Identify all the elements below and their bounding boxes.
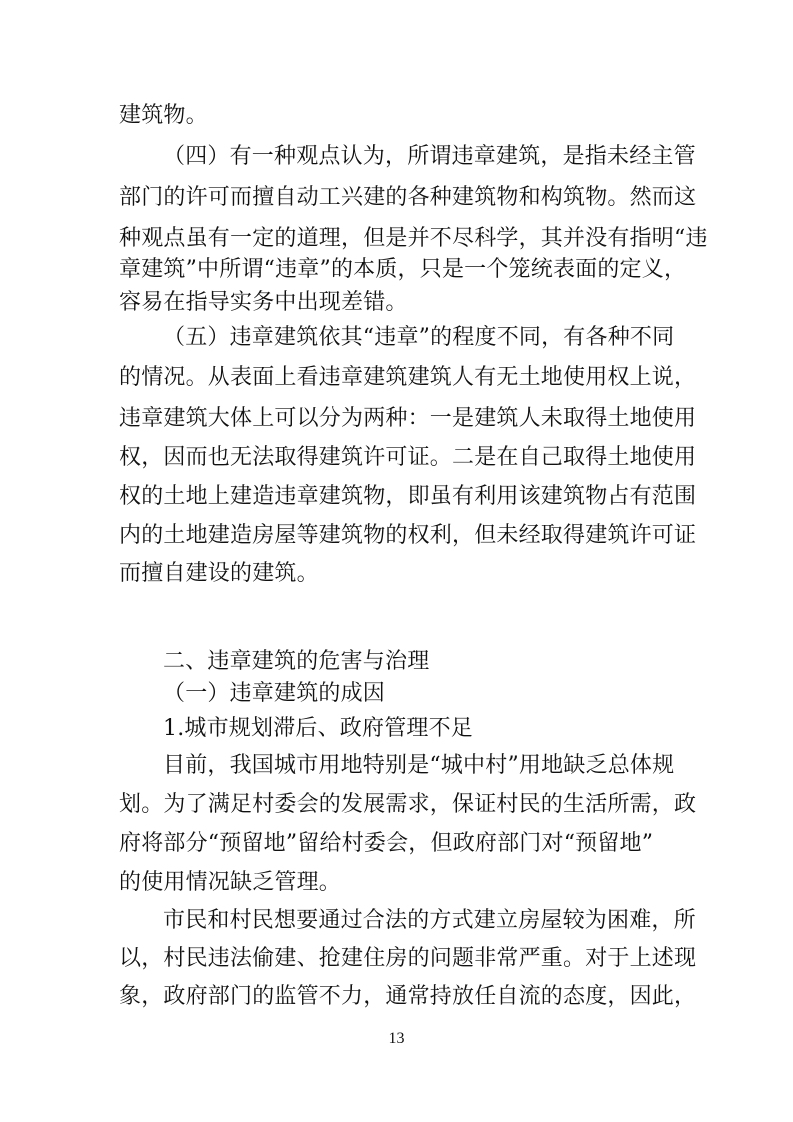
text-line-5: 章建筑”中所谓“违章”的本质，只是一个笼统表面的定义，: [119, 257, 687, 282]
text-line-20: 的使用情况缺乏管理。: [119, 870, 342, 895]
text-line-7: （五）违章建筑依其“违章”的程度不同，有各种不同: [163, 325, 675, 350]
section-heading: 二、违章建筑的危害与治理: [163, 649, 430, 674]
text-line-22: 以，村民违法偷建、抢建住房的问题非常严重。对于上述现: [119, 946, 697, 971]
subsection-heading: （一）违章建筑的成因: [163, 681, 386, 706]
page-number: 13: [388, 1030, 405, 1047]
text-line-12: 内的土地建造房屋等建筑物的权利，但未经取得建筑许可证: [119, 523, 697, 548]
text-line-17: 目前，我国城市用地特别是“城中村”用地缺乏总体规: [163, 753, 675, 778]
text-line-8: 的情况。从表面上看违章建筑建筑人有无土地使用权上说，: [119, 365, 697, 390]
text-line-3: 部门的许可而擅自动工兴建的各种建筑物和构筑物。然而这: [119, 185, 697, 210]
text-line-19: 府将部分“预留地”留给村委会，但政府部门对“预留地”: [119, 831, 654, 856]
text-line-4: 种观点虽有一定的道理，但是并不尽科学，其并没有指明“违: [119, 226, 708, 251]
text-line-18: 划。为了满足村委会的发展需求，保证村民的生活所需，政: [119, 792, 697, 817]
text-line-21: 市民和村民想要通过合法的方式建立房屋较为困难，所: [163, 908, 696, 933]
text-line-23: 象，政府部门的监管不力，通常持放任自流的态度，因此，: [119, 984, 697, 1009]
item-heading: 1.城市规划滞后、政府管理不足: [163, 716, 473, 741]
text-line-13: 而擅自建设的建筑。: [119, 561, 319, 586]
text-line-10: 权，因而也无法取得建筑许可证。二是在自己取得土地使用: [119, 445, 697, 470]
text-line-11: 权的土地上建造违章建筑物，即虽有利用该建筑物占有范围: [119, 484, 697, 509]
text-line-2: （四）有一种观点认为，所谓违章建筑，是指未经主管: [163, 144, 696, 169]
text-line-9: 违章建筑大体上可以分为两种：一是建筑人未取得土地使用: [119, 406, 697, 431]
text-line-1: 建筑物。: [119, 103, 208, 128]
text-line-6: 容易在指导实务中出现差错。: [119, 290, 408, 315]
